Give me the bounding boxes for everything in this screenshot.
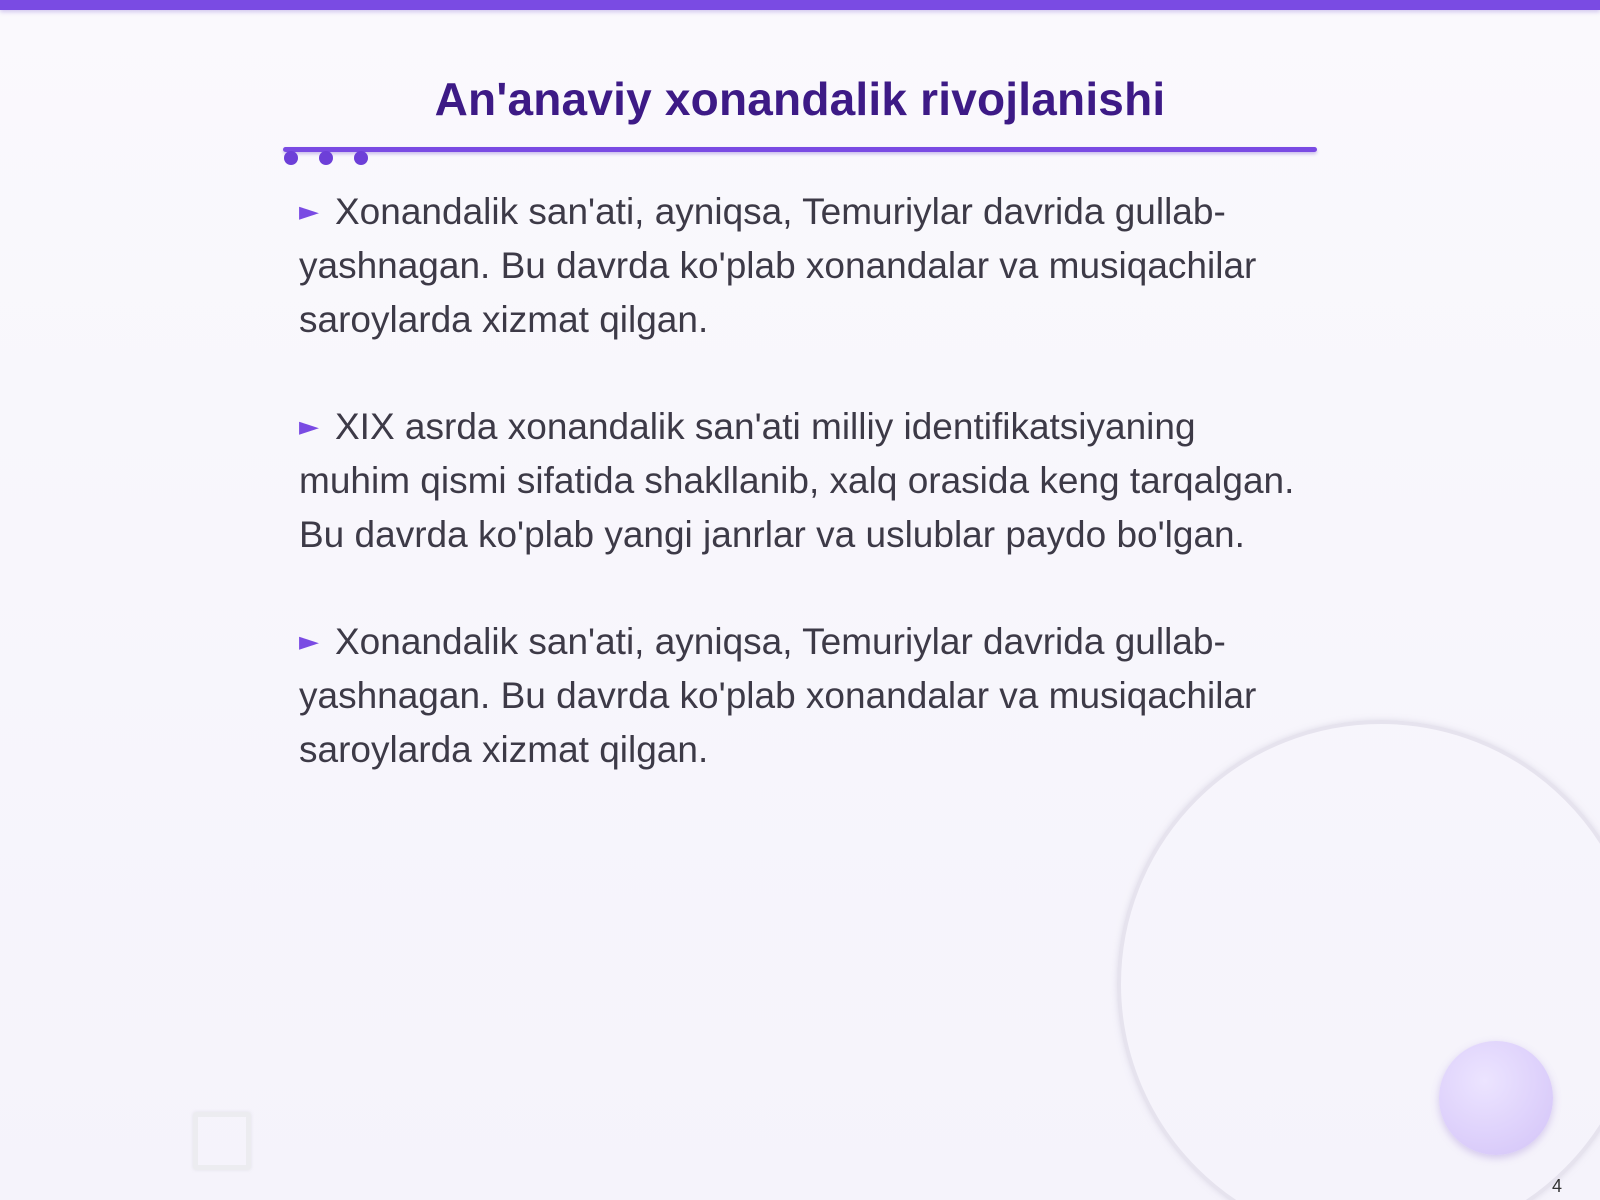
bullet-item (299, 400, 1309, 562)
slide-title: An'anaviy xonandalik rivojlanishi (434, 73, 1166, 125)
decorative-circle (1439, 1041, 1553, 1155)
page-number: 4 (1552, 1176, 1563, 1196)
bullet-item (299, 185, 1309, 347)
decorative-dot (284, 151, 298, 165)
triangle-bullet-icon: ► (299, 197, 319, 227)
decorative-dot (354, 151, 368, 165)
bullet-text: XIX asrda xonandalik san'ati milliy identifikatsiyaning muhim qismi sifatida shakllanib, xalq orasida keng tarqalgan. Bu davrda ko'plab yangi janrlar va uslublar paydo bo'lgan. (299, 406, 1295, 555)
decorative-dot (319, 151, 333, 165)
title-underline (283, 147, 1317, 152)
bullet-text: Xonandalik san'ati, ayniqsa, Temuriylar davrida gullab-yashnagan. Bu davrda ko'plab xonandalar va musiqachilar saroylarda xizmat qilgan. (299, 621, 1257, 770)
decorative-square (193, 1112, 251, 1170)
triangle-bullet-icon: ► (299, 627, 319, 657)
triangle-bullet-icon: ► (299, 412, 319, 442)
bullet-text: Xonandalik san'ati, ayniqsa, Temuriylar davrida gullab-yashnagan. Bu davrda ko'plab xonandalar va musiqachilar saroylarda xizmat qilgan. (299, 191, 1257, 340)
bullet-item (299, 615, 1309, 777)
bullet-list (299, 185, 1309, 830)
top-accent-bar (0, 0, 1600, 10)
